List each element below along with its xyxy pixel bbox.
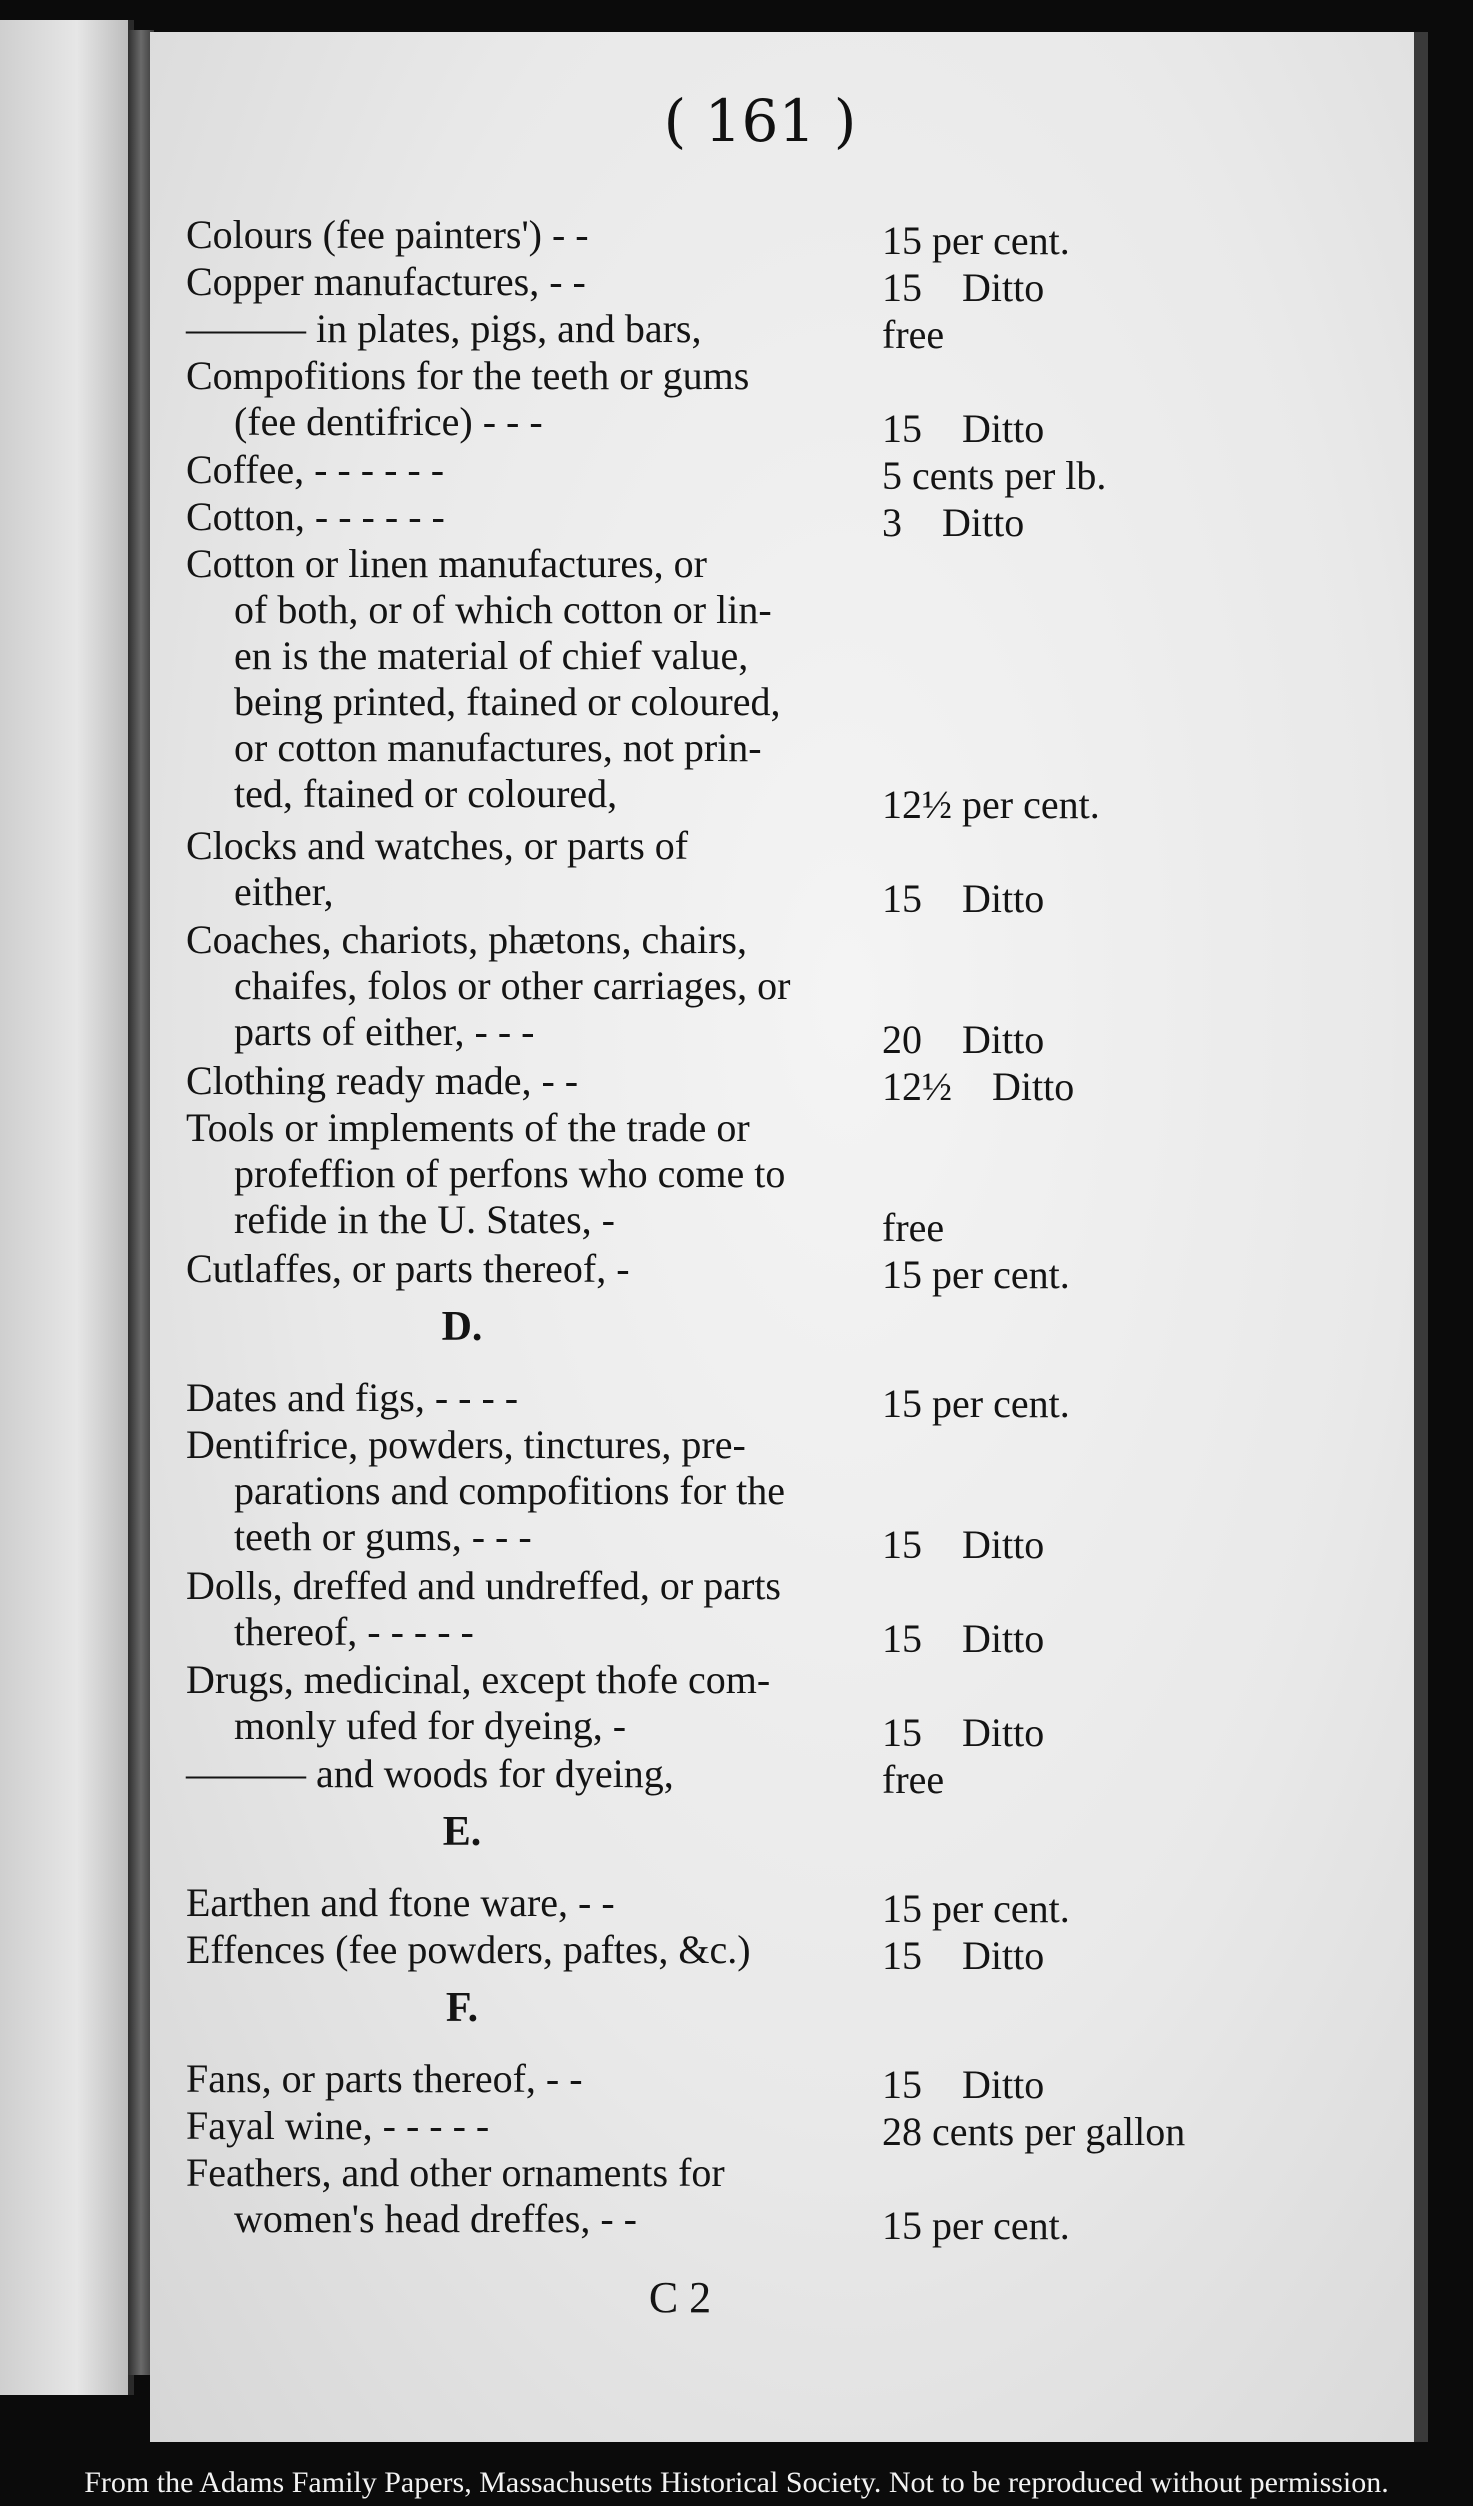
- description-line: Coffee, - - - - - -: [186, 447, 445, 492]
- description-line: en is the material of chief value,: [234, 633, 749, 678]
- entry-rate: 15 Ditto: [882, 406, 1045, 451]
- entry-description: [186, 2056, 966, 2102]
- entry-rate: 12½ Ditto: [882, 1064, 1075, 1109]
- description-line: Clothing ready made, - -: [186, 1058, 579, 1103]
- tariff-entry: [150, 1375, 1414, 1426]
- description-line: Cutlaffes, or parts thereof, -: [186, 1246, 630, 1291]
- tariff-entry: [150, 353, 1414, 451]
- entry-description: [186, 1751, 966, 1797]
- entry-rate: 15 Ditto: [882, 1710, 1045, 1755]
- description-line: of both, or of which cotton or lin-: [234, 587, 772, 632]
- description-line: Fans, or parts thereof, - -: [186, 2056, 583, 2101]
- entry-rate: 3 Ditto: [882, 500, 1025, 545]
- description-line: Earthen and ftone ware, - -: [186, 1880, 615, 1925]
- entry-rate: 20 Ditto: [882, 1017, 1045, 1062]
- entry-rate: 15 Ditto: [882, 2062, 1045, 2107]
- tariff-entry: [150, 259, 1414, 310]
- entry-description: [186, 823, 966, 915]
- description-line: parts of either, - - -: [234, 1009, 535, 1054]
- section-letter: D.: [441, 1304, 483, 1350]
- entry-rate: free: [882, 1205, 945, 1250]
- description-line: ted, ftained or coloured,: [234, 771, 618, 816]
- description-line: either,: [234, 869, 334, 914]
- tariff-entry: [150, 1880, 1414, 1931]
- description-line: monly ufed for dyeing, -: [234, 1703, 627, 1748]
- entry-rate: 15 Ditto: [882, 265, 1045, 310]
- entry-rate: 15 per cent.: [882, 1886, 1070, 1931]
- description-line: Effences (fee powders, paftes, &c.): [186, 1927, 751, 1972]
- tariff-entry: [150, 2150, 1414, 2248]
- tariff-entry: [150, 306, 1414, 357]
- facing-page-edge: [0, 20, 134, 2395]
- section-letter: E.: [442, 1809, 482, 1855]
- tariff-entry: [150, 212, 1414, 263]
- entry-rate: 15 per cent.: [882, 218, 1070, 263]
- entry-description: [186, 1422, 966, 1560]
- description-line: Cotton or linen manufactures, or: [186, 541, 707, 586]
- description-line: Coaches, chariots, phætons, chairs,: [186, 917, 747, 962]
- description-line: teeth or gums, - - -: [234, 1514, 532, 1559]
- description-line: refide in the U. States, -: [234, 1197, 615, 1242]
- entry-description: [186, 1058, 966, 1104]
- tariff-entry: [150, 2056, 1414, 2107]
- page-number: ( 161 ): [663, 87, 857, 155]
- description-line: women's head dreffes, - -: [234, 2196, 637, 2241]
- entry-description: [186, 1246, 966, 1292]
- tariff-entry: [150, 447, 1414, 498]
- entry-rate: 15 Ditto: [882, 1522, 1045, 1567]
- document-page: [150, 32, 1428, 2442]
- description-line: Dates and figs, - - - -: [186, 1375, 519, 1420]
- entry-description: [186, 353, 966, 445]
- description-line: (fee dentifrice) - - -: [234, 399, 543, 444]
- entry-description: [186, 2150, 966, 2242]
- entry-description: [186, 306, 966, 352]
- entry-description: [186, 917, 966, 1055]
- description-line: profeffion of perfons who come to: [234, 1151, 786, 1196]
- entry-description: [186, 541, 966, 817]
- tariff-entry: [150, 494, 1414, 545]
- entry-description: [186, 1927, 966, 1973]
- description-line: Drugs, medicinal, except thofe com-: [186, 1657, 771, 1702]
- entry-rate: 15 Ditto: [882, 1616, 1045, 1661]
- entry-rate: 15 per cent.: [882, 1252, 1070, 1297]
- signature-mark: C 2: [648, 2273, 712, 2322]
- description-line: Tools or implements of the trade or: [186, 1105, 750, 1150]
- entry-description: [186, 1880, 966, 1926]
- description-line: Fayal wine, - - - - -: [186, 2103, 490, 2148]
- entry-rate: 28 cents per gallon: [882, 2109, 1186, 2154]
- entry-description: [186, 447, 966, 493]
- description-line: Compofitions for the teeth or gums: [186, 353, 750, 398]
- tariff-entry: [150, 1563, 1414, 1661]
- entry-rate: 5 cents per lb.: [882, 453, 1107, 498]
- description-line: or cotton manufactures, not prin-: [234, 725, 762, 770]
- description-line: Dentifrice, powders, tinctures, pre-: [186, 1422, 746, 1467]
- description-line: Copper manufactures, - -: [186, 259, 586, 304]
- tariff-entry: [150, 1751, 1414, 1802]
- entry-description: [186, 494, 966, 540]
- section-letter: F.: [445, 1985, 479, 2031]
- entry-description: [186, 1563, 966, 1655]
- description-line: thereof, - - - - -: [234, 1609, 474, 1654]
- entry-rate: 12½ per cent.: [882, 782, 1100, 827]
- description-line: ——— in plates, pigs, and bars,: [186, 306, 702, 351]
- entry-rate: free: [882, 312, 945, 357]
- description-line: parations and compofitions for the: [234, 1468, 785, 1513]
- entry-description: [186, 1657, 966, 1749]
- tariff-entry: [150, 917, 1414, 1062]
- tariff-entry: [150, 1657, 1414, 1755]
- entry-rate: 15 per cent.: [882, 1381, 1070, 1426]
- entry-description: [186, 1105, 966, 1243]
- tariff-entry: [150, 1105, 1414, 1250]
- archive-credit-line: From the Adams Family Papers, Massachusetts Historical Society. Not to be reproduced without permission.: [84, 2466, 1389, 2499]
- entry-rate: 15 Ditto: [882, 1933, 1045, 1978]
- description-line: Cotton, - - - - - -: [186, 494, 445, 539]
- tariff-entry: [150, 823, 1414, 921]
- entry-rate: 15 per cent.: [882, 2203, 1070, 2248]
- tariff-entry: [150, 1246, 1414, 1297]
- description-line: Colours (fee painters') - -: [186, 212, 589, 257]
- description-line: Clocks and watches, or parts of: [186, 823, 689, 868]
- entry-description: [186, 1375, 966, 1421]
- description-line: being printed, ftained or coloured,: [234, 679, 781, 724]
- tariff-entry: [150, 1422, 1414, 1567]
- entry-description: [186, 212, 966, 258]
- tariff-entry: [150, 541, 1414, 827]
- entry-description: [186, 2103, 966, 2149]
- description-line: Feathers, and other ornaments for: [186, 2150, 725, 2195]
- description-line: ——— and woods for dyeing,: [186, 1751, 674, 1796]
- description-line: Dolls, dreffed and undreffed, or parts: [186, 1563, 781, 1608]
- tariff-entry: [150, 1927, 1414, 1978]
- entry-rate: free: [882, 1757, 945, 1802]
- entry-description: [186, 259, 966, 305]
- entry-rate: 15 Ditto: [882, 876, 1045, 921]
- tariff-entry: [150, 1058, 1414, 1109]
- description-line: chaifes, folos or other carriages, or: [234, 963, 791, 1008]
- tariff-list: [150, 32, 1414, 2442]
- tariff-entry: [150, 2103, 1414, 2154]
